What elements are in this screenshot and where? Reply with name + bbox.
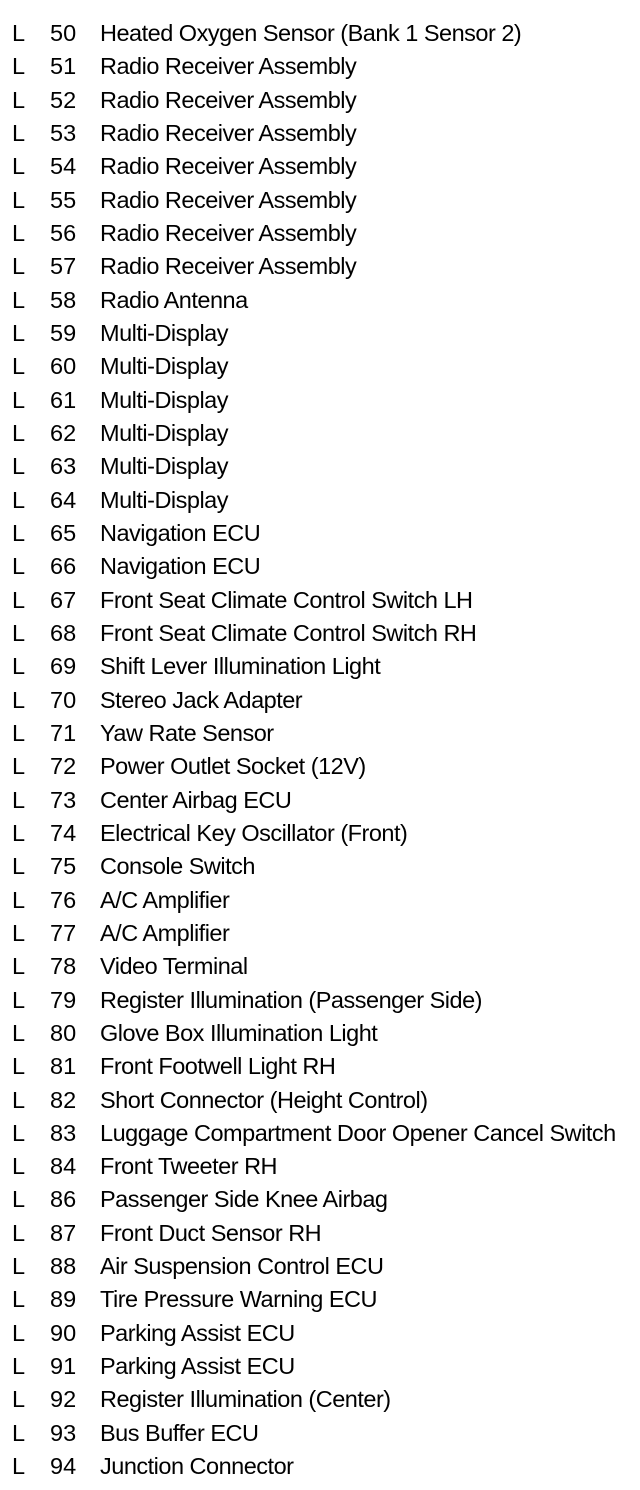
connector-number: 77 — [50, 919, 77, 946]
connector-number: 74 — [50, 819, 77, 846]
location-letter: L — [12, 319, 26, 346]
component-list — [0, 17, 640, 1483]
component-name: Short Connector (Height Control) — [100, 1086, 428, 1113]
component-name: Front Seat Climate Control Switch LH — [100, 586, 473, 613]
component-name: Multi-Display — [100, 353, 228, 380]
connector-number: 84 — [50, 1153, 77, 1180]
connector-number: 76 — [50, 886, 77, 913]
list-item — [0, 1283, 640, 1316]
location-letter: L — [12, 1453, 26, 1480]
location-letter: L — [12, 486, 26, 513]
component-name: Front Seat Climate Control Switch RH — [100, 619, 477, 646]
list-item — [0, 1317, 640, 1350]
component-name: Radio Receiver Assembly — [100, 253, 357, 280]
component-name: Yaw Rate Sensor — [100, 719, 274, 746]
list-item — [0, 84, 640, 117]
location-letter: L — [12, 1119, 26, 1146]
list-item — [0, 250, 640, 283]
connector-number: 57 — [50, 253, 77, 280]
component-name: Radio Receiver Assembly — [100, 119, 357, 146]
location-letter: L — [12, 86, 26, 113]
location-letter: L — [12, 753, 26, 780]
component-name: Power Outlet Socket (12V) — [100, 753, 366, 780]
location-letter: L — [12, 253, 26, 280]
list-item — [0, 817, 640, 850]
connector-number: 69 — [50, 653, 77, 680]
component-name: Heated Oxygen Sensor (Bank 1 Sensor 2) — [100, 20, 522, 46]
list-item — [0, 584, 640, 617]
location-letter: L — [12, 686, 26, 713]
location-letter: L — [12, 1319, 26, 1346]
list-item — [0, 150, 640, 183]
list-item — [0, 450, 640, 483]
component-name: Multi-Display — [100, 486, 228, 513]
component-name: Glove Box Illumination Light — [100, 1019, 378, 1046]
connector-number: 60 — [50, 353, 77, 380]
component-name: Radio Antenna — [100, 286, 248, 313]
list-item — [0, 784, 640, 817]
component-name: Junction Connector — [100, 1453, 294, 1480]
list-item — [0, 1050, 640, 1083]
connector-number: 52 — [50, 86, 77, 113]
connector-number: 56 — [50, 219, 77, 246]
list-item — [0, 1350, 640, 1383]
location-letter: L — [12, 1253, 26, 1280]
list-item — [0, 184, 640, 217]
connector-number: 59 — [50, 319, 77, 346]
component-name: Air Suspension Control ECU — [100, 1253, 384, 1280]
list-item — [0, 50, 640, 83]
component-name: Radio Receiver Assembly — [100, 153, 357, 180]
connector-number: 88 — [50, 1253, 77, 1280]
connector-number: 75 — [50, 853, 77, 880]
location-letter: L — [12, 419, 26, 446]
connector-number: 55 — [50, 186, 77, 213]
location-letter: L — [12, 1086, 26, 1113]
location-letter: L — [12, 953, 26, 980]
list-item — [0, 1450, 640, 1483]
list-item — [0, 517, 640, 550]
location-letter: L — [12, 1286, 26, 1313]
component-name: Parking Assist ECU — [100, 1319, 295, 1346]
connector-number: 89 — [50, 1286, 77, 1313]
location-letter: L — [12, 353, 26, 380]
component-name: Center Airbag ECU — [100, 786, 292, 813]
component-name: Parking Assist ECU — [100, 1353, 295, 1380]
list-item — [0, 884, 640, 917]
list-item — [0, 650, 640, 683]
connector-number: 79 — [50, 986, 77, 1013]
component-name: Front Tweeter RH — [100, 1153, 278, 1180]
list-item — [0, 1017, 640, 1050]
location-letter: L — [12, 619, 26, 646]
list-item — [0, 550, 640, 583]
component-name: Front Footwell Light RH — [100, 1053, 336, 1080]
list-item — [0, 384, 640, 417]
location-letter: L — [12, 1186, 26, 1213]
connector-number: 93 — [50, 1419, 77, 1446]
connector-number: 58 — [50, 286, 77, 313]
connector-number: 65 — [50, 519, 77, 546]
list-item — [0, 1217, 640, 1250]
location-letter: L — [12, 553, 26, 580]
list-item — [0, 217, 640, 250]
component-name: A/C Amplifier — [100, 919, 230, 946]
connector-number: 90 — [50, 1319, 77, 1346]
location-letter: L — [12, 819, 26, 846]
component-name: Radio Receiver Assembly — [100, 86, 357, 113]
list-item — [0, 417, 640, 450]
component-name: Multi-Display — [100, 319, 228, 346]
connector-number: 81 — [50, 1053, 77, 1080]
list-item — [0, 17, 640, 50]
connector-number: 64 — [50, 486, 77, 513]
location-letter: L — [12, 986, 26, 1013]
list-item — [0, 684, 640, 717]
component-name: Radio Receiver Assembly — [100, 219, 357, 246]
location-letter: L — [12, 919, 26, 946]
connector-number: 61 — [50, 386, 77, 413]
location-letter: L — [12, 1353, 26, 1380]
connector-number: 54 — [50, 153, 77, 180]
list-item — [0, 1417, 640, 1450]
location-letter: L — [12, 1019, 26, 1046]
connector-number: 83 — [50, 1119, 77, 1146]
connector-number: 78 — [50, 953, 77, 980]
component-name: Radio Receiver Assembly — [100, 186, 357, 213]
component-name: Navigation ECU — [100, 553, 261, 580]
location-letter: L — [12, 853, 26, 880]
location-letter: L — [12, 586, 26, 613]
component-name: A/C Amplifier — [100, 886, 230, 913]
list-item — [0, 1150, 640, 1183]
connector-number: 66 — [50, 553, 77, 580]
component-name: Multi-Display — [100, 386, 228, 413]
component-name: Passenger Side Knee Airbag — [100, 1186, 388, 1213]
location-letter: L — [12, 653, 26, 680]
connector-number: 87 — [50, 1219, 77, 1246]
location-letter: L — [12, 153, 26, 180]
list-item — [0, 317, 640, 350]
location-letter: L — [12, 386, 26, 413]
component-name: Luggage Compartment Door Opener Cancel Switch — [100, 1119, 616, 1146]
location-letter: L — [12, 1419, 26, 1446]
connector-number: 63 — [50, 453, 77, 480]
component-name: Console Switch — [100, 853, 255, 880]
location-letter: L — [12, 119, 26, 146]
list-item — [0, 917, 640, 950]
connector-number: 72 — [50, 753, 77, 780]
component-name: Front Duct Sensor RH — [100, 1219, 322, 1246]
location-letter: L — [12, 1153, 26, 1180]
list-item — [0, 617, 640, 650]
component-name: Register Illumination (Center) — [100, 1386, 391, 1413]
list-item — [0, 984, 640, 1017]
location-letter: L — [12, 286, 26, 313]
connector-number: 68 — [50, 619, 77, 646]
location-letter: L — [12, 1219, 26, 1246]
list-item — [0, 750, 640, 783]
list-item — [0, 350, 640, 383]
location-letter: L — [12, 786, 26, 813]
connector-number: 73 — [50, 786, 77, 813]
connector-number: 91 — [50, 1353, 77, 1380]
connector-number: 51 — [50, 53, 77, 80]
connector-number: 67 — [50, 586, 77, 613]
connector-number: 53 — [50, 119, 77, 146]
component-name: Navigation ECU — [100, 519, 261, 546]
component-name: Tire Pressure Warning ECU — [100, 1286, 377, 1313]
connector-number: 94 — [50, 1453, 77, 1480]
component-name: Radio Receiver Assembly — [100, 53, 357, 80]
list-item — [0, 284, 640, 317]
connector-number: 80 — [50, 1019, 77, 1046]
list-item — [0, 1183, 640, 1216]
location-letter: L — [12, 719, 26, 746]
component-name: Multi-Display — [100, 419, 228, 446]
connector-number: 92 — [50, 1386, 77, 1413]
component-name: Multi-Display — [100, 453, 228, 480]
location-letter: L — [12, 886, 26, 913]
component-name: Electrical Key Oscillator (Front) — [100, 819, 408, 846]
list-item — [0, 1117, 640, 1150]
list-item — [0, 1250, 640, 1283]
location-letter: L — [12, 453, 26, 480]
connector-number: 50 — [50, 20, 77, 46]
component-name: Register Illumination (Passenger Side) — [100, 986, 482, 1013]
component-name: Video Terminal — [100, 953, 248, 980]
list-item — [0, 950, 640, 983]
list-item — [0, 117, 640, 150]
component-name: Shift Lever Illumination Light — [100, 653, 381, 680]
list-item — [0, 717, 640, 750]
location-letter: L — [12, 20, 26, 46]
list-item — [0, 1383, 640, 1416]
connector-number: 70 — [50, 686, 77, 713]
component-name: Bus Buffer ECU — [100, 1419, 259, 1446]
list-item — [0, 1084, 640, 1117]
connector-number: 82 — [50, 1086, 77, 1113]
component-name: Stereo Jack Adapter — [100, 686, 303, 713]
location-letter: L — [12, 219, 26, 246]
location-letter: L — [12, 1386, 26, 1413]
location-letter: L — [12, 1053, 26, 1080]
list-item — [0, 484, 640, 517]
location-letter: L — [12, 519, 26, 546]
connector-number: 71 — [50, 719, 77, 746]
connector-number: 86 — [50, 1186, 77, 1213]
list-item — [0, 850, 640, 883]
location-letter: L — [12, 53, 26, 80]
connector-number: 62 — [50, 419, 77, 446]
location-letter: L — [12, 186, 26, 213]
